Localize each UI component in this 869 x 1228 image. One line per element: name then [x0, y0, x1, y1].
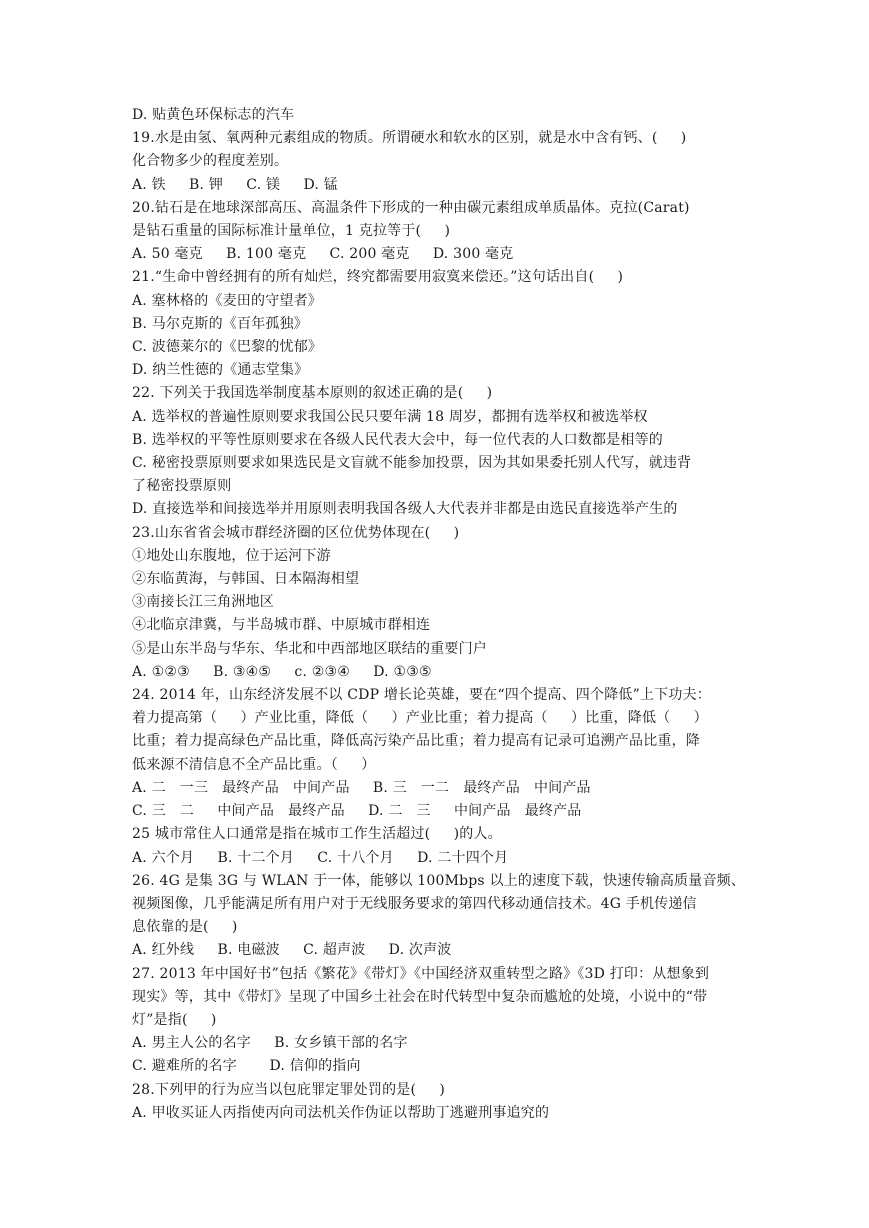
question-20-line: 是钻石重量的国际标准计量单位，1 克拉等于( )	[132, 223, 451, 240]
answer-option-line: A. 选举权的普遍性原则要求我国公民只要年满 18 周岁，都拥有选举权和被选举权	[132, 408, 648, 425]
question-26-line: 26. 4G 是集 3G 与 WLAN 于一体，能够以 100Mbps 以上的速度下载，快速传输高质量音频、	[132, 872, 746, 889]
answer-options-23: A. ①②③ B. ③④⑤ c. ②③④ D. ①③⑤	[132, 663, 432, 680]
answer-option-line: D. 贴黄色环保标志的汽车	[132, 107, 295, 123]
statement-line: ①地处山东腹地，位于运河下游	[132, 547, 331, 564]
question-20-line: 20.钻石是在地球深部高压、高温条件下形成的一种由碳元素组成单质晶体。克拉(Carat)	[132, 199, 690, 216]
question-26-line: 息依靠的是( )	[132, 919, 238, 936]
statement-line: ⑤是山东半岛与华东、华北和中西部地区联结的重要门户	[132, 640, 487, 657]
answer-option-line: 了秘密投票原则	[132, 478, 232, 495]
answer-options-27: A. 男主人公的名字 B. 女乡镇干部的名字	[132, 1035, 408, 1052]
question-19-line: 19.水是由氢、氧两种元素组成的物质。所谓硬水和软水的区别，就是水中含有钙、( )	[132, 130, 687, 147]
answer-options-27: C. 避难所的名字 D. 信仰的指向	[132, 1058, 361, 1075]
statement-line: ③南接长江三角洲地区	[132, 594, 274, 611]
question-27-line: 27. 2013 年中国好书”包括《繁花》《带灯》《中国经济双重转型之路》《3D 打印：从想象到	[132, 965, 710, 982]
question-27-line: 现实》等，其中《带灯》呈现了中国乡土社会在时代转型中复杂而尴尬的处境，小说中的“带	[132, 988, 708, 1005]
answer-options-20: A. 50 毫克 B. 100 毫克 C. 200 毫克 D. 300 毫克	[132, 246, 514, 263]
question-25-line: 25 城市常住人口通常是指在城市工作生活超过( )的人。	[132, 826, 502, 843]
question-26-line: 视频图像，几乎能满足所有用户对于无线服务要求的第四代移动通信技术。4G 手机传递信	[132, 895, 697, 912]
answer-option-line: C. 波德莱尔的《巴黎的忧郁》	[132, 339, 323, 356]
answer-option-line: B. 选举权的平等性原则要求在各级人民代表大会中，每一位代表的人口数都是相等的	[132, 431, 663, 448]
question-27-line: 灯”是指( )	[132, 1011, 217, 1028]
answer-options-25: A. 六个月 B. 十二个月 C. 十八个月 D. 二十四个月	[132, 849, 509, 866]
question-24-line: 比重；着力提高绿色产品比重，降低高污染产品比重；着力提高有记录可追溯产品比重，降	[132, 733, 700, 750]
question-24-line: 24. 2014 年，山东经济发展不以 CDP 增长论英雄，要在“四个提高、四个降低”上下功夫：	[132, 687, 711, 704]
answer-option-line: D. 直接选举和间接选举并用原则表明我国各级人大代表并非都是由选民直接选举产生的	[132, 501, 678, 518]
answer-option-line: C. 秘密投票原则要求如果选民是文盲就不能参加投票，因为其如果委托别人代写，就违背	[132, 455, 692, 472]
question-23-line: 23.山东省省会城市群经济圈的区位优势体现在( )	[132, 524, 460, 541]
question-24-line: 低来源不清信息不全产品比重。（ ）	[132, 756, 376, 773]
question-21-line: 21.“生命中曾经拥有的所有灿烂，终究都需要用寂寞来偿还。”这句话出自( )	[132, 269, 624, 286]
question-28-line: 28.下列甲的行为应当以包庇罪定罪处罚的是( )	[132, 1081, 446, 1098]
answer-options-24: A. 二 一三 最终产品 中间产品 B. 三 一二 最终产品 中间产品	[132, 779, 591, 796]
statement-line: ④北临京津冀，与半岛城市群、中原城市群相连	[132, 617, 431, 634]
answer-options-26: A. 红外线 B. 电磁波 C. 超声波 D. 次声波	[132, 942, 452, 959]
answer-option-line: A. 塞林格的《麦田的守望者》	[132, 292, 323, 309]
question-22-line: 22. 下列关于我国选举制度基本原则的叙述正确的是( )	[132, 385, 493, 402]
answer-options-19: A. 铁 B. 钾 C. 镁 D. 锰	[132, 176, 338, 193]
answer-option-line: B. 马尔克斯的《百年孤独》	[132, 315, 308, 332]
question-24-line: 着力提高第（ ）产业比重，降低（ ）产业比重；着力提高（ ）比重，降低（ ）	[132, 710, 708, 727]
answer-option-line: D. 纳兰性德的《通志堂集》	[132, 362, 309, 379]
statement-line: ②东临黄海，与韩国、日本隔海相望	[132, 571, 360, 588]
answer-option-line: A. 甲收买证人丙指使丙向司法机关作伪证以帮助丁逃避刑事追究的	[132, 1104, 550, 1121]
answer-options-24: C. 三 二 中间产品 最终产品 D. 二 三 中间产品 最终产品	[132, 803, 582, 820]
question-text-block	[132, 104, 746, 1125]
question-19-line: 化合物多少的程度差别。	[132, 153, 289, 170]
